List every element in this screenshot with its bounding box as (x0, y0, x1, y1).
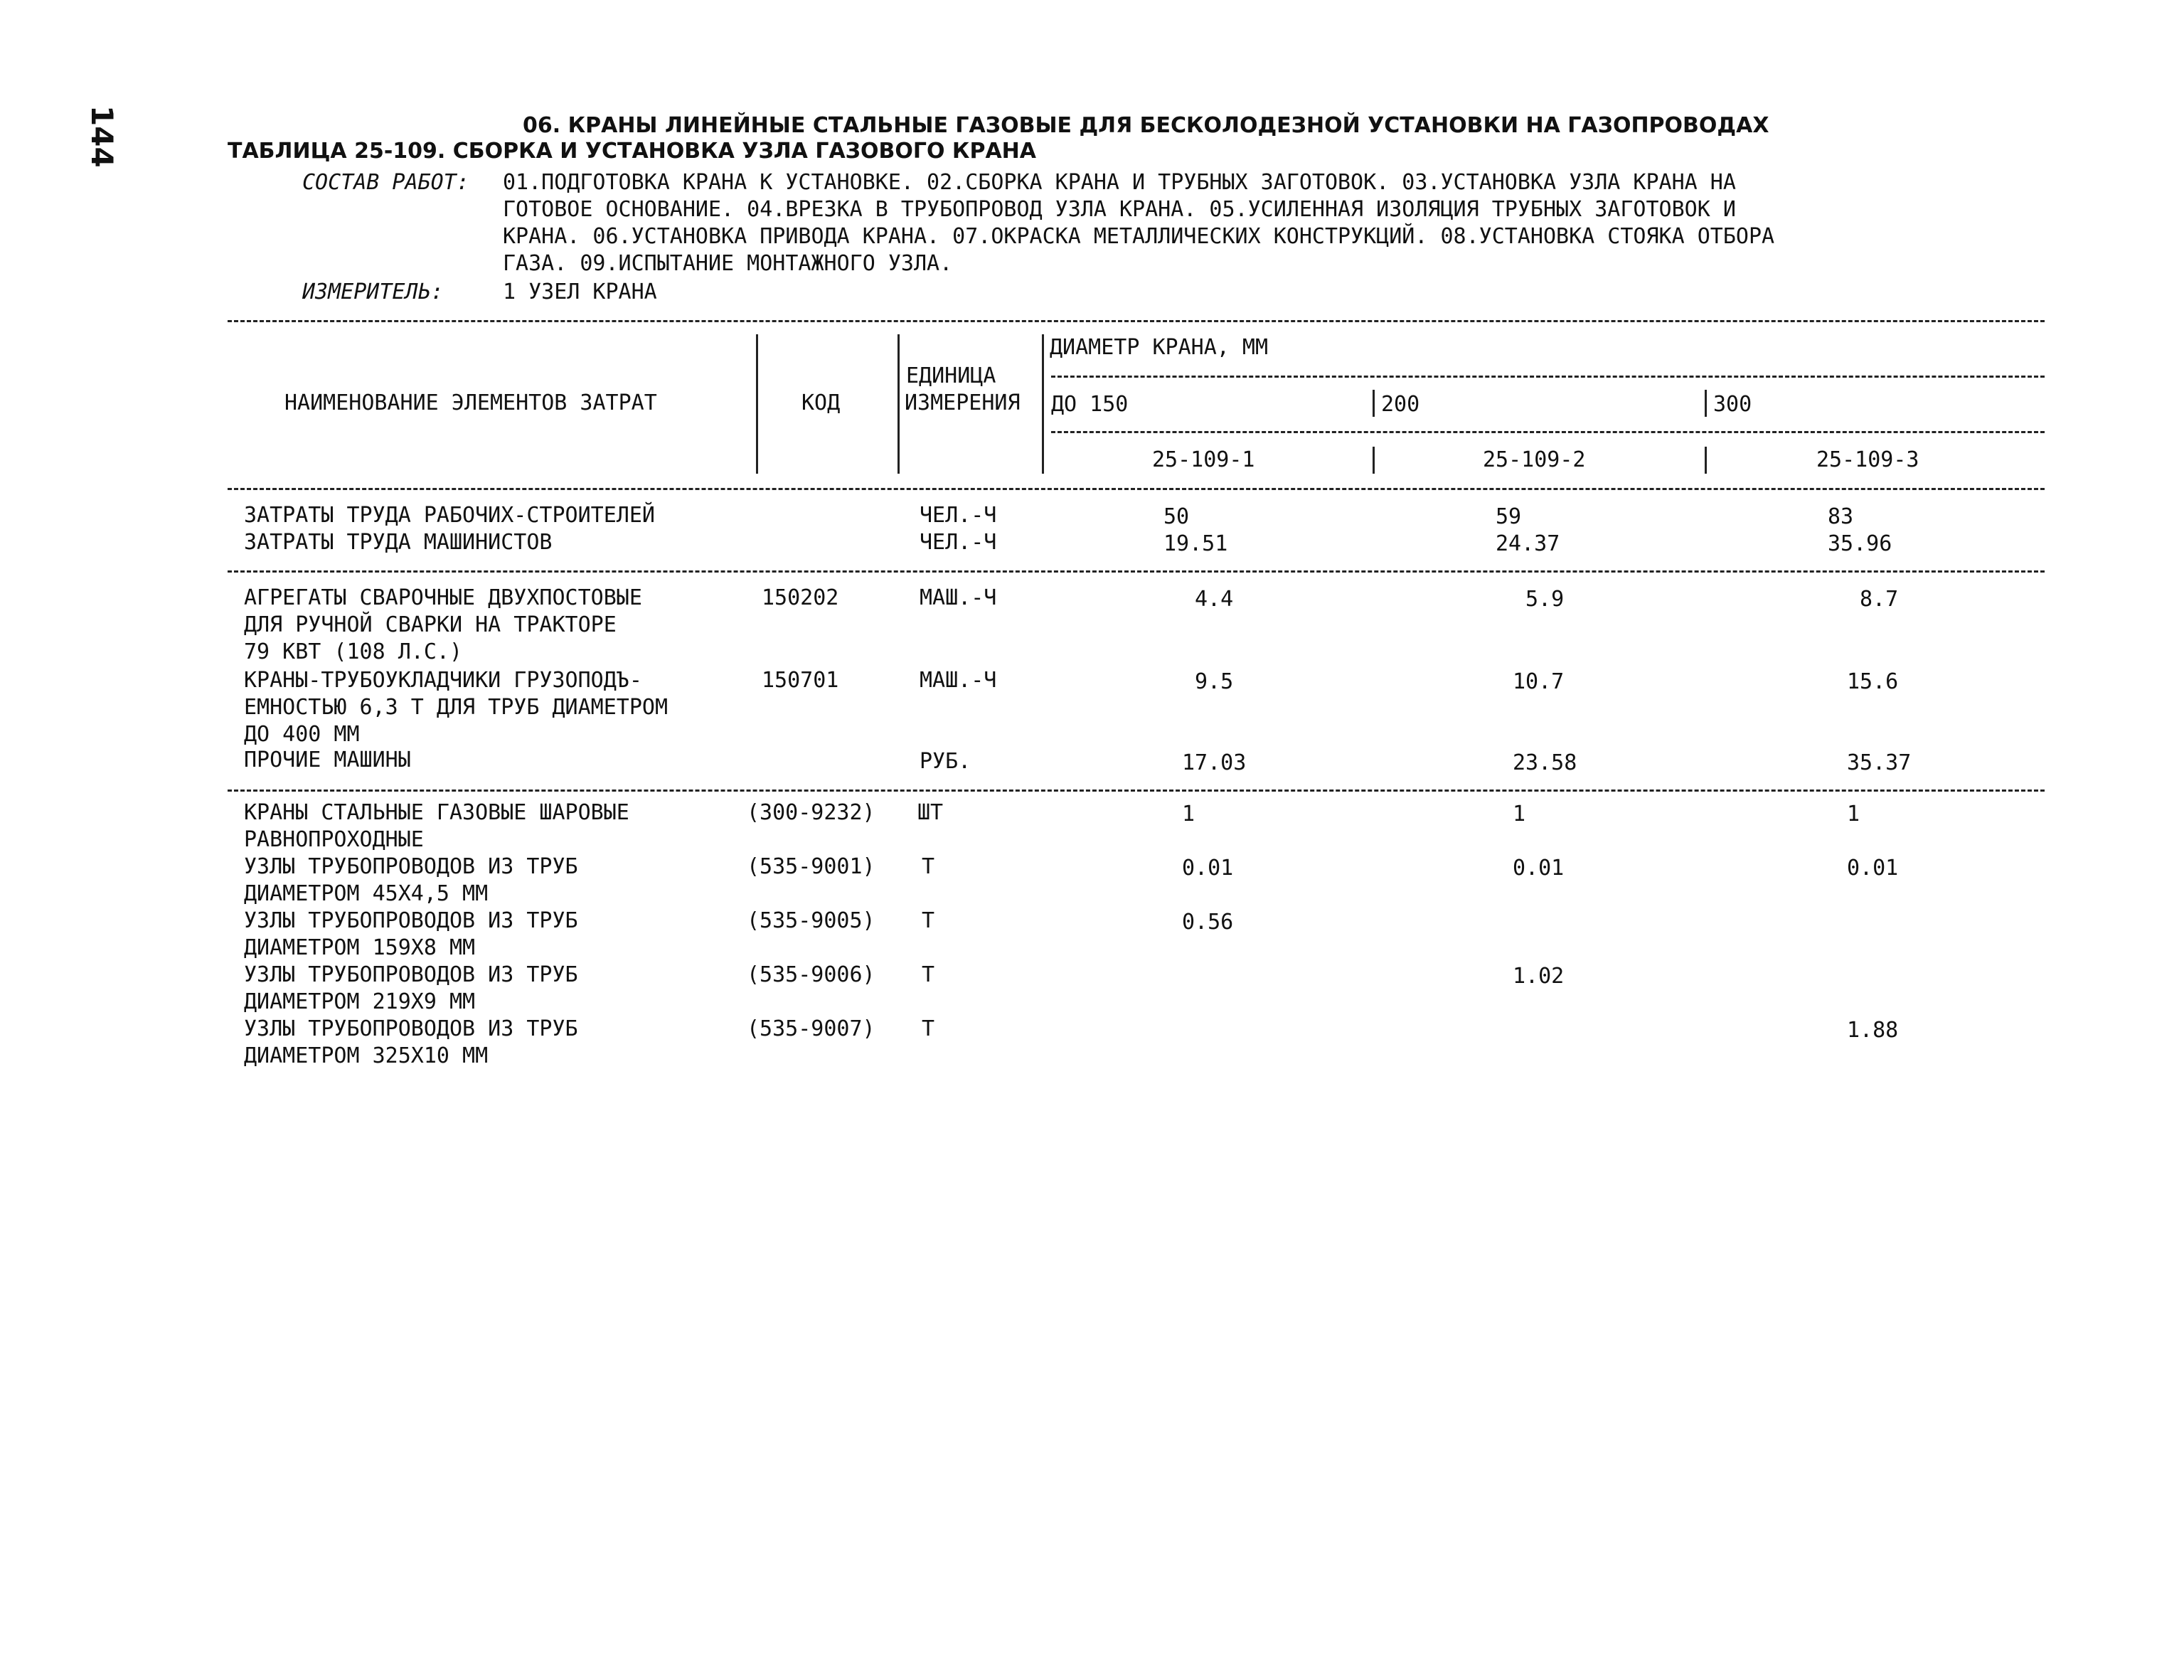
col-divider-d2 (1373, 390, 1375, 417)
col-divider-n2 (1373, 447, 1375, 474)
row-value: 17.03 (1182, 750, 1247, 775)
header-d2: 200 (1381, 392, 1420, 417)
row-value: 15.6 (1847, 669, 1899, 694)
row-code: (535-9005) (747, 908, 875, 933)
work-line: ГАЗА. 09.ИСПЫТАНИЕ МОНТАЖНОГО УЗЛА. (503, 251, 953, 276)
row-value: 0.01 (1513, 856, 1565, 881)
row-value: 59 (1496, 504, 1522, 529)
row-code: (535-9007) (747, 1016, 875, 1041)
row-name: ДИАМЕТРОМ 325Х10 ММ (244, 1043, 489, 1068)
row-code: (535-9006) (747, 962, 875, 987)
row-value: 50 (1163, 504, 1190, 529)
page-number: 144 (85, 105, 119, 168)
col-divider-d3 (1705, 390, 1707, 417)
row-name: ДИАМЕТРОМ 45Х4,5 ММ (244, 881, 489, 906)
row-unit: Т (922, 1016, 935, 1041)
header-diameter: ДИАМЕТР КРАНА, ММ (1050, 335, 1269, 360)
row-value: 0.01 (1847, 856, 1899, 881)
row-name: УЗЛЫ ТРУБОПРОВОДОВ ИЗ ТРУБ (244, 908, 578, 933)
row-value: 0.01 (1182, 856, 1234, 881)
row-value: 23.58 (1513, 750, 1577, 775)
row-name: ПРОЧИЕ МАШИНЫ (244, 748, 411, 772)
row-unit: Т (922, 854, 935, 879)
header-bottom-rule (228, 488, 2045, 490)
row-unit: Т (922, 962, 935, 987)
header-rule-diameter (1051, 376, 2045, 378)
header-code: КОД (801, 390, 841, 415)
col-divider-values (1042, 334, 1044, 474)
row-code: 150701 (762, 668, 839, 693)
row-value: 35.37 (1847, 750, 1912, 775)
row-name: 79 КВТ (108 Л.С.) (244, 639, 463, 664)
row-name: АГРЕГАТЫ СВАРОЧНЫЕ ДВУХПОСТОВЫЕ (244, 585, 642, 610)
row-unit: МАШ.-Ч (920, 585, 997, 610)
col-divider-code (756, 334, 758, 474)
work-line: ГОТОВОЕ ОСНОВАНИЕ. 04.ВРЕЗКА В ТРУБОПРОВОД УЗЛА КРАНА. 05.УСИЛЕННАЯ ИЗОЛЯЦИЯ ТРУБНЫХ ЗАГОТОВОК И (503, 197, 1736, 222)
table-title: ТАБЛИЦА 25-109. СБОРКА И УСТАНОВКА УЗЛА ГАЗОВОГО КРАНА (228, 139, 1036, 164)
header-n1: 25-109-1 (1152, 447, 1255, 472)
row-unit: ЧЕЛ.-Ч (920, 503, 997, 528)
row-value: 1 (1182, 802, 1195, 826)
group-rule (228, 790, 2045, 792)
row-value: 1.02 (1513, 964, 1565, 989)
row-value: 19.51 (1163, 531, 1228, 556)
work-line: 01.ПОДГОТОВКА КРАНА К УСТАНОВКЕ. 02.СБОРКА КРАНА И ТРУБНЫХ ЗАГОТОВОК. 03.УСТАНОВКА УЗЛА КРАНА НА (503, 170, 1736, 195)
row-name: ЗАТРАТЫ ТРУДА РАБОЧИХ-СТРОИТЕЛЕЙ (244, 503, 655, 528)
row-value: 35.96 (1828, 531, 1892, 556)
row-name: КРАНЫ СТАЛЬНЫЕ ГАЗОВЫЕ ШАРОВЫЕ (244, 800, 629, 825)
header-n3: 25-109-3 (1816, 447, 1919, 472)
header-rule-numbers (1051, 431, 2045, 433)
work-line: КРАНА. 06.УСТАНОВКА ПРИВОДА КРАНА. 07.ОКРАСКА МЕТАЛЛИЧЕСКИХ КОНСТРУКЦИЙ. 08.УСТАНОВКА СТОЯКА ОТБОРА (503, 224, 1775, 249)
row-code: (300-9232) (747, 800, 875, 825)
row-value: 9.5 (1195, 669, 1234, 694)
row-unit: ШТ (917, 800, 944, 825)
header-unit-line2: ИЗМЕРЕНИЯ (905, 390, 1021, 415)
row-value: 5.9 (1525, 587, 1565, 612)
table-top-rule (228, 320, 2045, 322)
row-name: УЗЛЫ ТРУБОПРОВОДОВ ИЗ ТРУБ (244, 962, 578, 987)
row-name: ДЛЯ РУЧНОЙ СВАРКИ НА ТРАКТОРЕ (244, 612, 617, 637)
header-unit-line1: ЕДИНИЦА (906, 363, 996, 388)
col-divider-n3 (1705, 447, 1707, 474)
col-divider-unit (897, 334, 900, 474)
header-n2: 25-109-2 (1483, 447, 1586, 472)
row-name: ЕМНОСТЬЮ 6,3 Т ДЛЯ ТРУБ ДИАМЕТРОМ (244, 695, 668, 720)
row-value: 1 (1513, 802, 1526, 826)
row-name: УЗЛЫ ТРУБОПРОВОДОВ ИЗ ТРУБ (244, 1016, 578, 1041)
row-value: 0.56 (1182, 910, 1234, 935)
row-value: 1 (1847, 802, 1860, 826)
row-value: 1.88 (1847, 1018, 1899, 1043)
row-name: ДИАМЕТРОМ 219Х9 ММ (244, 989, 476, 1014)
row-value: 83 (1828, 504, 1854, 529)
section-title: 06. КРАНЫ ЛИНЕЙНЫЕ СТАЛЬНЫЕ ГАЗОВЫЕ ДЛЯ БЕСКОЛОДЕЗНОЙ УСТАНОВКИ НА ГАЗОПРОВОДАХ (523, 113, 1769, 138)
row-name: ДО 400 ММ (244, 722, 360, 747)
row-name: КРАНЫ-ТРУБОУКЛАДЧИКИ ГРУЗОПОДЪ- (244, 668, 642, 693)
measure-label: ИЗМЕРИТЕЛЬ: (302, 280, 444, 304)
row-unit: Т (922, 908, 935, 933)
row-value: 10.7 (1513, 669, 1565, 694)
row-value: 4.4 (1195, 587, 1234, 612)
row-unit: РУБ. (920, 749, 971, 774)
row-value: 24.37 (1496, 531, 1560, 556)
group-rule (228, 570, 2045, 573)
header-d3: 300 (1713, 392, 1752, 417)
row-value: 8.7 (1860, 587, 1899, 612)
row-unit: МАШ.-Ч (920, 668, 997, 693)
header-name: НАИМЕНОВАНИЕ ЭЛЕМЕНТОВ ЗАТРАТ (284, 390, 657, 415)
measure-value: 1 УЗЕЛ КРАНА (503, 280, 657, 304)
row-name: ЗАТРАТЫ ТРУДА МАШИНИСТОВ (244, 530, 553, 555)
header-d1: ДО 150 (1051, 392, 1129, 417)
row-name: РАВНОПРОХОДНЫЕ (244, 827, 424, 852)
row-name: УЗЛЫ ТРУБОПРОВОДОВ ИЗ ТРУБ (244, 854, 578, 879)
work-label: СОСТАВ РАБОТ: (302, 170, 469, 195)
row-unit: ЧЕЛ.-Ч (920, 530, 997, 555)
row-code: 150202 (762, 585, 839, 610)
row-name: ДИАМЕТРОМ 159Х8 ММ (244, 935, 476, 960)
row-code: (535-9001) (747, 854, 875, 879)
